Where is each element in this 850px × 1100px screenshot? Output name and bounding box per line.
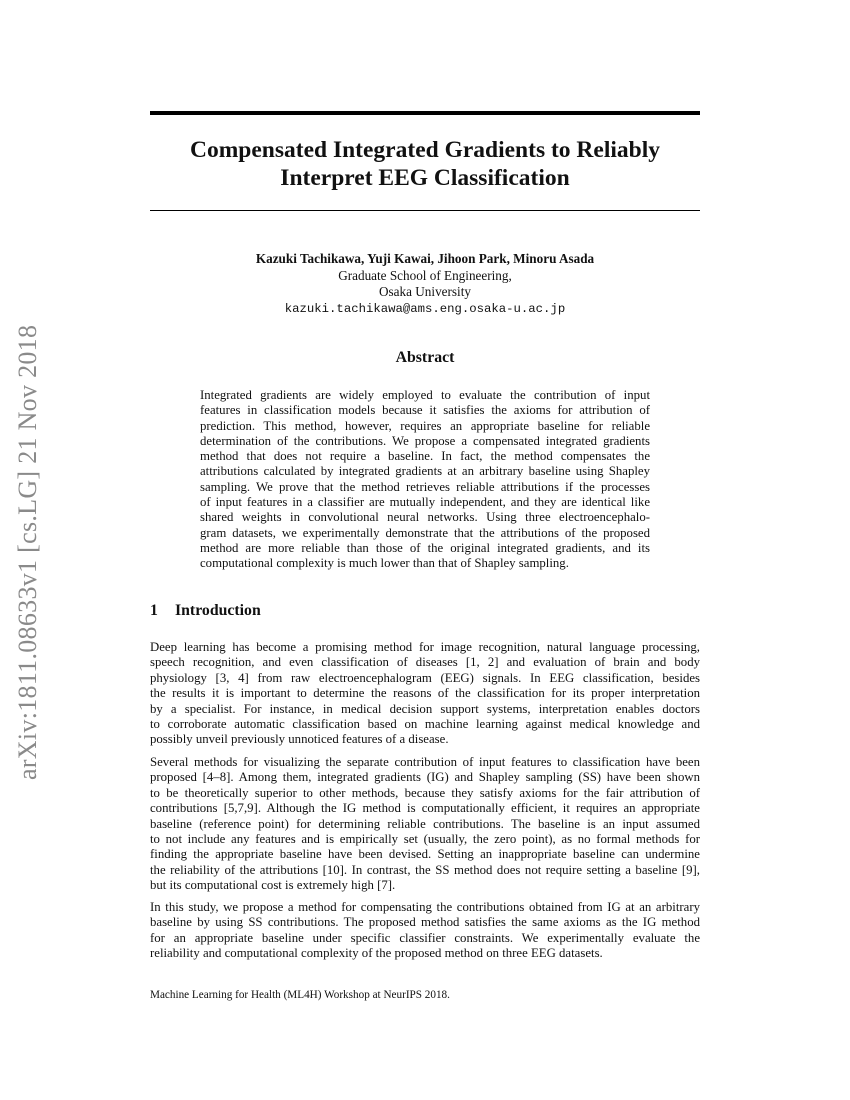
abstract-line: computational complexity is much lower than that of Shapley sampling. [200,556,569,571]
abstract-line: Integrated gradients are widely employed to evaluate the contribution of input [200,388,650,402]
abstract-line: prediction. This method, however, requires an appropriate baseline for reliable [200,418,650,433]
title-bottom-rule [150,210,700,211]
intro-paragraph-2 [150,755,700,894]
paragraph-line: the reliability of the attributions [10]. In contrast, the SS method does not require setting a baseline [9], [150,862,700,877]
paragraph-line: contributions [5,7,9]. Although the IG method is computationally efficient, it requires an appropriate [150,801,700,816]
paragraph-line: proposed [4–8]. Among them, integrated gradients (IG) and Shapley sampling (SS) have been shown [150,770,700,785]
abstract-line: method that does not require a baseline. In fact, the method compensates the [200,449,650,464]
paragraph-line: Deep learning has become a promising method for image recognition, natural language processing, [150,640,700,654]
paragraph-line: to corroborate automatic classification based on machine learning against medical knowledge and [150,717,700,732]
affiliation-school: Graduate School of Engineering, [338,267,512,283]
paragraph-line: by a specialist. For instance, in medical decision support systems, interpretation enables doctors [150,701,700,716]
intro-paragraph-1 [150,640,700,748]
title-line: Interpret EEG Classification [280,165,570,191]
abstract-line: attributions calculated by integrated gradients at an arbitrary baseline using Shapley [200,464,650,479]
venue-footnote: Machine Learning for Health (ML4H) Workshop at NeurIPS 2018. [150,989,450,1001]
paragraph-line: speech recognition, and even classification of diseases [1, 2] and evaluation of brain and body [150,655,700,670]
paragraph-line: baseline (reference point) for determining reliable contributions. The baseline is an input assumed [150,816,700,831]
abstract-heading: Abstract [395,349,455,366]
section-number: 1 [150,602,158,619]
author-names: Kazuki Tachikawa, Yuji Kawai, Jihoon Park, Minoru Asada [255,251,595,266]
paper-title [150,136,700,192]
paragraph-line: baseline by using SS contributions. The proposed method satisfies the same axioms as the IG method [150,915,700,930]
author-email: kazuki.tachikawa@ams.eng.osaka-u.ac.jp [284,301,566,316]
section-heading-introduction [150,602,700,620]
abstract-line: gram datasets, we experimentally demonstrate that the attributions of the proposed [200,525,650,540]
abstract-body [200,388,650,572]
abstract-line: of input features in a classifier are mutually independent, and they are identical like [200,495,650,510]
paragraph-line: In this study, we propose a method for compensating the contributions obtained from IG at an arbitrary [150,900,700,914]
paragraph-line: finding the appropriate baseline have been devised. Setting an inappropriate baseline can undermine [150,847,700,862]
abstract-line: shared weights in convolutional neural networks. Using three electroencephalo- [200,510,650,525]
paragraph-line: to not include any features and is empirically set (usually, the zero point), as no formal methods for [150,832,700,847]
arxiv-stamp: arXiv:1811.08633v1 [cs.LG] 21 Nov 2018 [13,324,42,780]
author-block [150,251,700,317]
paragraph-line: possibly unveil previously unnoticed features of a disease. [150,732,449,747]
paragraph-line: for an appropriate baseline under specific classifier constraints. We experimentally evaluate the [150,930,700,945]
title-top-rule [150,111,700,115]
abstract-line: determination of the contributions. We propose a compensated integrated gradients [200,433,650,448]
abstract-line: features in classification models because it satisfies the axioms for attribution of [200,403,650,418]
paragraph-line: the results it is important to determine the reasons of the classification for its proper interpretation [150,686,700,701]
paragraph-line: Several methods for visualizing the separate contribution of input features to classification have been [150,755,700,769]
paragraph-line: but its computational cost is extremely high [7]. [150,878,396,893]
abstract-line: sampling. We prove that the method retrieves reliable attributions if the processes [200,479,650,494]
section-title: Introduction [175,602,261,619]
abstract-line: method are more reliable than those of the original integrated gradients, and its [200,540,650,555]
intro-paragraph-3 [150,900,700,962]
affiliation-university: Osaka University [379,284,471,299]
title-line: Compensated Integrated Gradients to Reliably [190,137,660,163]
paragraph-line: physiology [3, 4] from raw electroencephalogram (EEG) signals. In EEG classification, besides [150,670,700,685]
paragraph-line: to be theoretically superior to other methods, because they satisfy axioms for the fair attribution of [150,785,700,800]
paragraph-line: reliability and computational complexity of the proposed method on three EEG datasets. [150,946,603,961]
